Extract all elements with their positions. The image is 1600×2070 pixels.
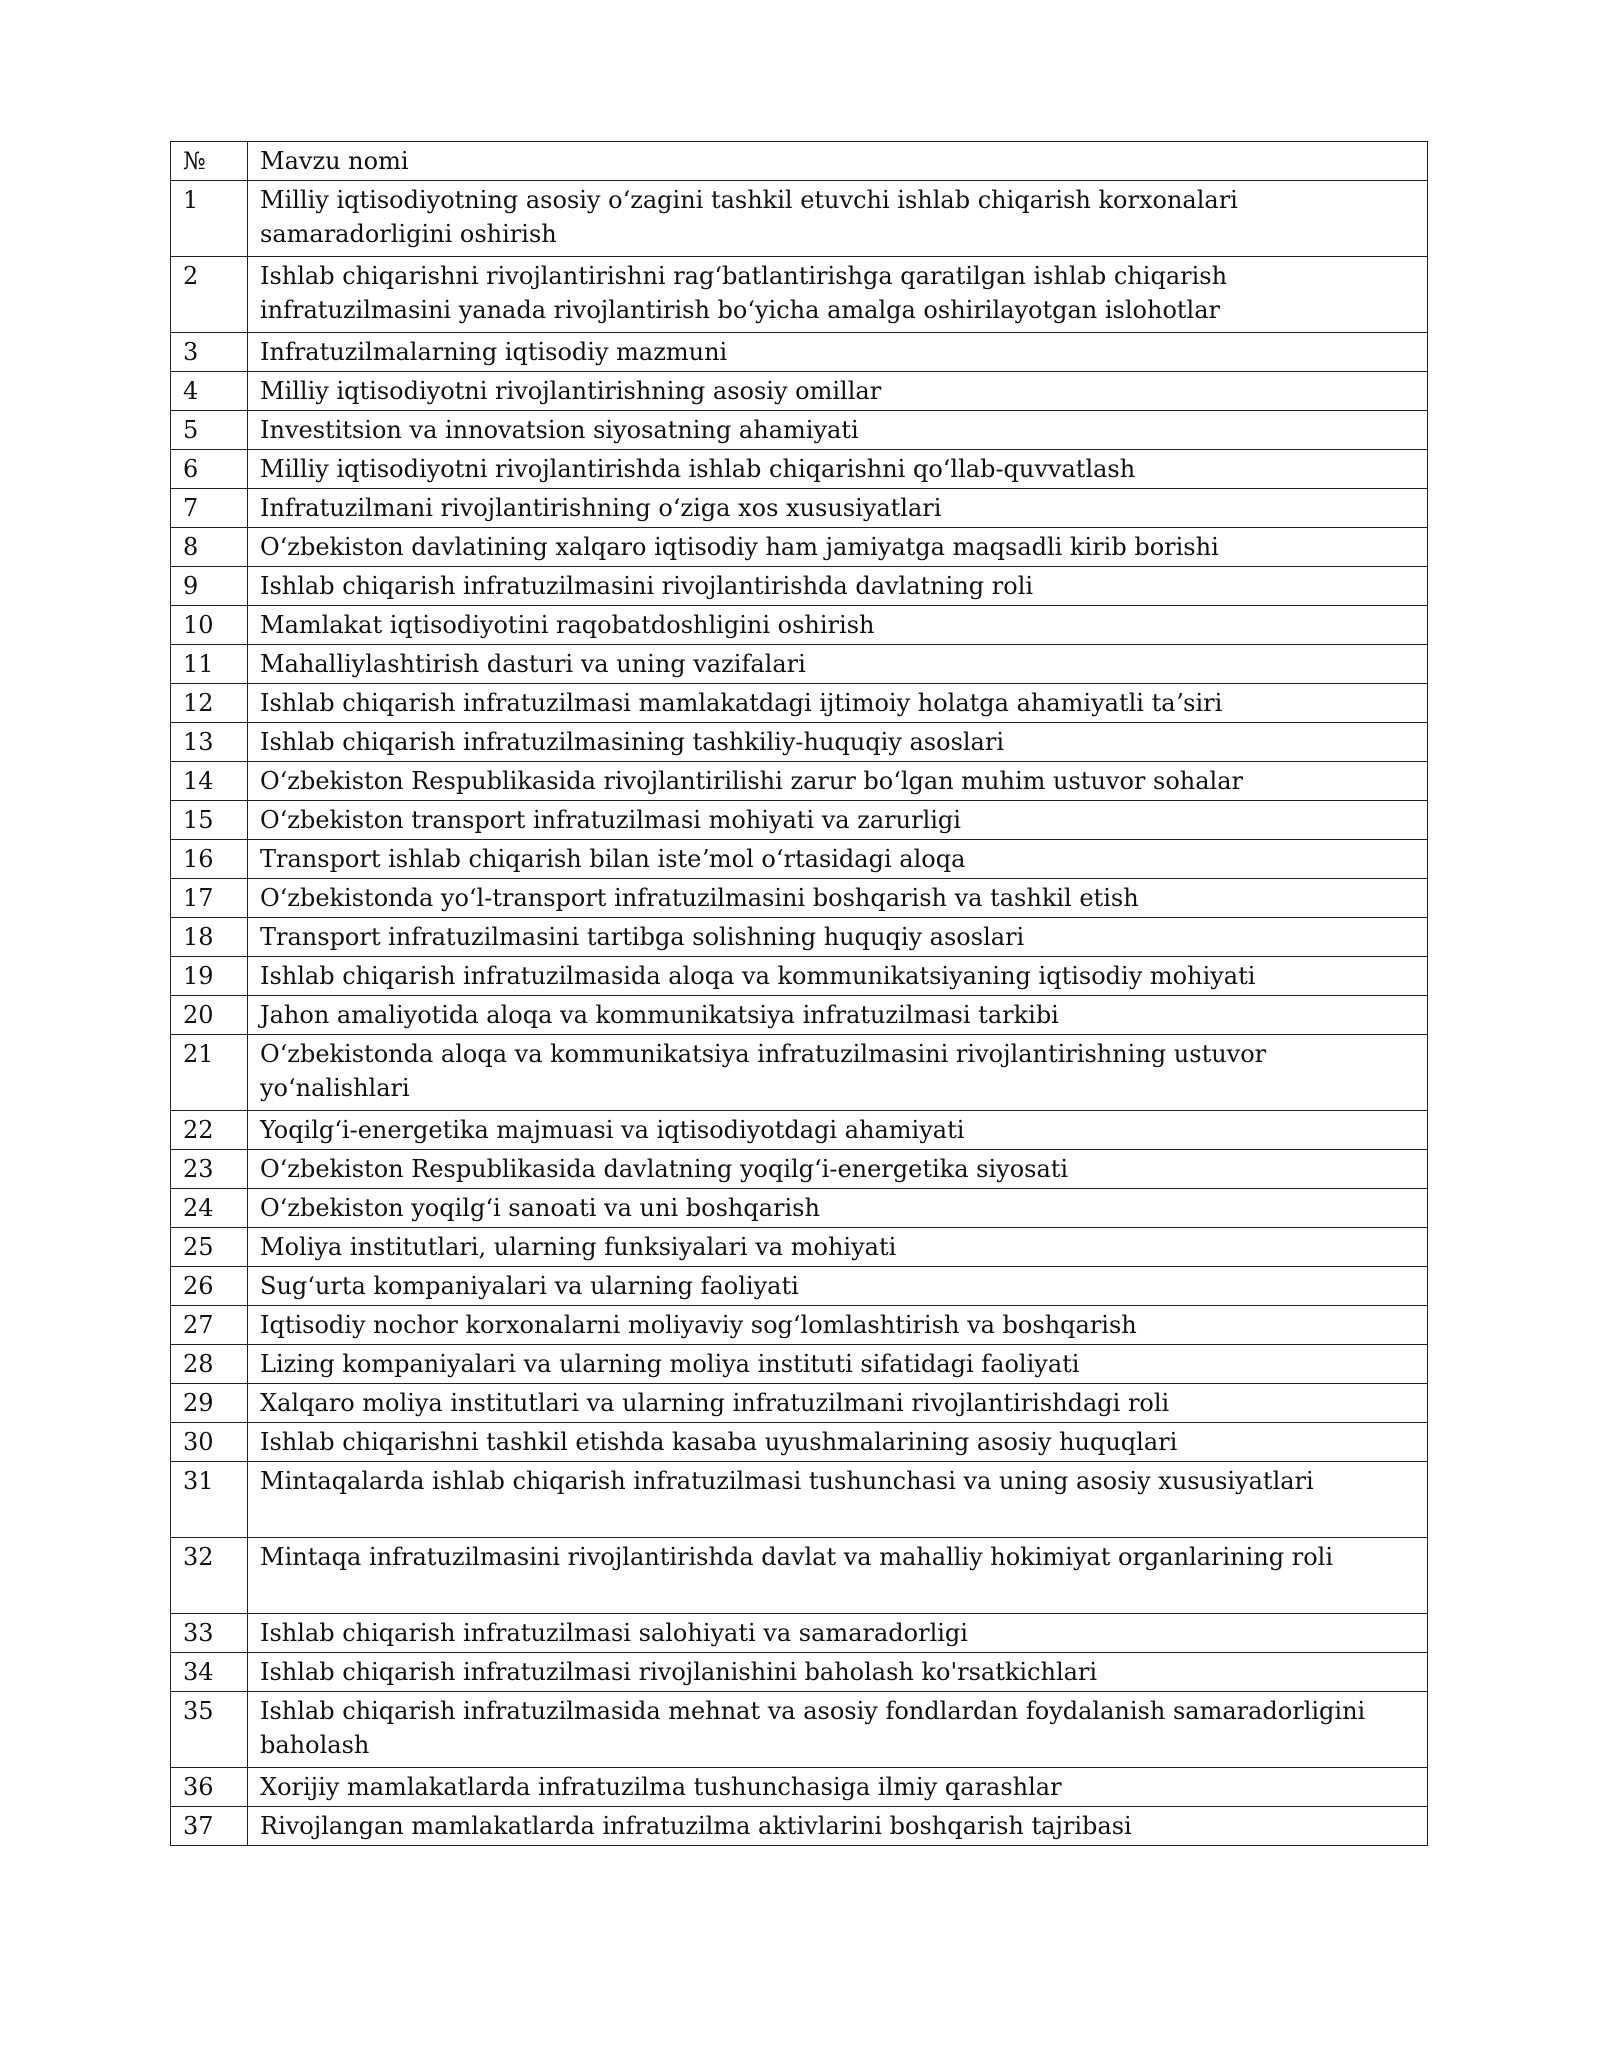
table-row	[171, 372, 1428, 411]
row-number: 20	[171, 996, 248, 1035]
row-number: 10	[171, 606, 248, 645]
table-row	[171, 684, 1428, 723]
row-number: 29	[171, 1384, 248, 1423]
row-number: 12	[171, 684, 248, 723]
row-topic: Oʻzbekistonda yoʻl-transport infratuzilmasini boshqarish va tashkil etish	[248, 879, 1428, 918]
row-number: 23	[171, 1150, 248, 1189]
row-topic: Ishlab chiqarish infratuzilmasi mamlakatdagi ijtimoiy holatga ahamiyatli taʼsiri	[248, 684, 1428, 723]
row-topic: Ishlab chiqarish infratuzilmasida aloqa va kommunikatsiyaning iqtisodiy mohiyati	[248, 957, 1428, 996]
table-row	[171, 1614, 1428, 1653]
row-number: 21	[171, 1035, 248, 1111]
row-topic: Oʻzbekiston yoqilgʻi sanoati va uni boshqarish	[248, 1189, 1428, 1228]
column-header-number: №	[171, 142, 248, 181]
row-topic: Oʻzbekiston Respublikasida davlatning yoqilgʻi-energetika siyosati	[248, 1150, 1428, 1189]
table-row	[171, 996, 1428, 1035]
table-row	[171, 450, 1428, 489]
row-topic: Xalqaro moliya institutlari va ularning infratuzilmani rivojlantirishdagi roli	[248, 1384, 1428, 1423]
row-number: 37	[171, 1807, 248, 1846]
table-row	[171, 1384, 1428, 1423]
table-row	[171, 918, 1428, 957]
column-header-topic: Mavzu nomi	[248, 142, 1428, 181]
row-number: 33	[171, 1614, 248, 1653]
row-topic: Mamlakat iqtisodiyotini raqobatdoshligini oshirish	[248, 606, 1428, 645]
table-row	[171, 528, 1428, 567]
table-row	[171, 1538, 1428, 1614]
row-topic: Oʻzbekiston Respublikasida rivojlantirilishi zarur boʻlgan muhim ustuvor sohalar	[248, 762, 1428, 801]
table-row	[171, 1228, 1428, 1267]
table-row	[171, 257, 1428, 333]
table-row	[171, 762, 1428, 801]
table-row	[171, 567, 1428, 606]
table-row	[171, 411, 1428, 450]
row-number: 31	[171, 1462, 248, 1538]
row-number: 14	[171, 762, 248, 801]
row-topic: Rivojlangan mamlakatlarda infratuzilma aktivlarini boshqarish tajribasi	[248, 1807, 1428, 1846]
table-row	[171, 1150, 1428, 1189]
row-topic: Infratuzilmalarning iqtisodiy mazmuni	[248, 333, 1428, 372]
table-header-row	[171, 142, 1428, 181]
row-topic: Infratuzilmani rivojlantirishning oʻziga xos xususiyatlari	[248, 489, 1428, 528]
row-topic: Oʻzbekiston davlatining xalqaro iqtisodiy ham jamiyatga maqsadli kirib borishi	[248, 528, 1428, 567]
row-topic: Milliy iqtisodiyotning asosiy oʻzagini tashkil etuvchi ishlab chiqarish korxonalari samaradorligini oshirish	[248, 181, 1428, 257]
row-number: 9	[171, 567, 248, 606]
row-number: 8	[171, 528, 248, 567]
row-topic: Oʻzbekistonda aloqa va kommunikatsiya infratuzilmasini rivojlantirishning ustuvor yoʻnalishlari	[248, 1035, 1428, 1111]
table-row	[171, 489, 1428, 528]
topics-table	[170, 141, 1428, 1846]
row-topic: Oʻzbekiston transport infratuzilmasi mohiyati va zarurligi	[248, 801, 1428, 840]
row-number: 5	[171, 411, 248, 450]
table-row	[171, 1111, 1428, 1150]
row-number: 30	[171, 1423, 248, 1462]
table-row	[171, 1807, 1428, 1846]
row-topic: Ishlab chiqarish infratuzilmasining tashkiliy-huquqiy asoslari	[248, 723, 1428, 762]
table-row	[171, 1306, 1428, 1345]
row-topic: Xorijiy mamlakatlarda infratuzilma tushunchasiga ilmiy qarashlar	[248, 1768, 1428, 1807]
row-topic: Yoqilgʻi-energetika majmuasi va iqtisodiyotdagi ahamiyati	[248, 1111, 1428, 1150]
table-row	[171, 1692, 1428, 1768]
table-row	[171, 879, 1428, 918]
row-number: 36	[171, 1768, 248, 1807]
row-topic: Mintaqa infratuzilmasini rivojlantirishda davlat va mahalliy hokimiyat organlarining roli	[248, 1538, 1428, 1614]
row-topic: Ishlab chiqarish infratuzilmasi rivojlanishini baholash ko'rsatkichlari	[248, 1653, 1428, 1692]
row-number: 35	[171, 1692, 248, 1768]
row-topic: Iqtisodiy nochor korxonalarni moliyaviy sogʻlomlashtirish va boshqarish	[248, 1306, 1428, 1345]
row-number: 18	[171, 918, 248, 957]
row-number: 25	[171, 1228, 248, 1267]
row-topic: Lizing kompaniyalari va ularning moliya instituti sifatidagi faoliyati	[248, 1345, 1428, 1384]
row-number: 19	[171, 957, 248, 996]
row-topic: Investitsion va innovatsion siyosatning ahamiyati	[248, 411, 1428, 450]
row-number: 15	[171, 801, 248, 840]
row-topic: Ishlab chiqarishni tashkil etishda kasaba uyushmalarining asosiy huquqlari	[248, 1423, 1428, 1462]
row-number: 24	[171, 1189, 248, 1228]
table-row	[171, 181, 1428, 257]
row-number: 34	[171, 1653, 248, 1692]
row-topic: Moliya institutlari, ularning funksiyalari va mohiyati	[248, 1228, 1428, 1267]
row-number: 26	[171, 1267, 248, 1306]
table-row	[171, 840, 1428, 879]
table-row	[171, 723, 1428, 762]
row-number: 1	[171, 181, 248, 257]
row-topic: Ishlab chiqarish infratuzilmasini rivojlantirishda davlatning roli	[248, 567, 1428, 606]
table-row	[171, 1189, 1428, 1228]
row-number: 11	[171, 645, 248, 684]
row-number: 32	[171, 1538, 248, 1614]
row-topic: Ishlab chiqarish infratuzilmasida mehnat va asosiy fondlardan foydalanish samaradorligini baholash	[248, 1692, 1428, 1768]
row-number: 4	[171, 372, 248, 411]
table-row	[171, 606, 1428, 645]
row-topic: Mahalliylashtirish dasturi va uning vazifalari	[248, 645, 1428, 684]
table-row	[171, 1653, 1428, 1692]
row-number: 2	[171, 257, 248, 333]
table-row	[171, 1768, 1428, 1807]
row-topic: Sugʻurta kompaniyalari va ularning faoliyati	[248, 1267, 1428, 1306]
row-topic: Ishlab chiqarishni rivojlantirishni ragʻbatlantirishga qaratilgan ishlab chiqarish infratuzilmasini yanada rivojlantirish boʻyicha amalga oshirilayotgan islohotlar	[248, 257, 1428, 333]
table-row	[171, 957, 1428, 996]
row-topic: Transport infratuzilmasini tartibga solishning huquqiy asoslari	[248, 918, 1428, 957]
row-number: 3	[171, 333, 248, 372]
row-topic: Transport ishlab chiqarish bilan isteʼmol oʻrtasidagi aloqa	[248, 840, 1428, 879]
row-topic: Milliy iqtisodiyotni rivojlantirishda ishlab chiqarishni qoʻllab-quvvatlash	[248, 450, 1428, 489]
table-row	[171, 801, 1428, 840]
row-number: 28	[171, 1345, 248, 1384]
row-topic: Mintaqalarda ishlab chiqarish infratuzilmasi tushunchasi va uning asosiy xususiyatlari	[248, 1462, 1428, 1538]
table-row	[171, 1462, 1428, 1538]
table-row	[171, 333, 1428, 372]
row-number: 13	[171, 723, 248, 762]
row-topic: Milliy iqtisodiyotni rivojlantirishning asosiy omillar	[248, 372, 1428, 411]
row-number: 6	[171, 450, 248, 489]
table-row	[171, 645, 1428, 684]
row-number: 27	[171, 1306, 248, 1345]
table-row	[171, 1035, 1428, 1111]
row-number: 22	[171, 1111, 248, 1150]
row-number: 16	[171, 840, 248, 879]
row-topic: Jahon amaliyotida aloqa va kommunikatsiya infratuzilmasi tarkibi	[248, 996, 1428, 1035]
row-number: 7	[171, 489, 248, 528]
table-row	[171, 1267, 1428, 1306]
row-number: 17	[171, 879, 248, 918]
row-topic: Ishlab chiqarish infratuzilmasi salohiyati va samaradorligi	[248, 1614, 1428, 1653]
table-row	[171, 1423, 1428, 1462]
table-row	[171, 1345, 1428, 1384]
